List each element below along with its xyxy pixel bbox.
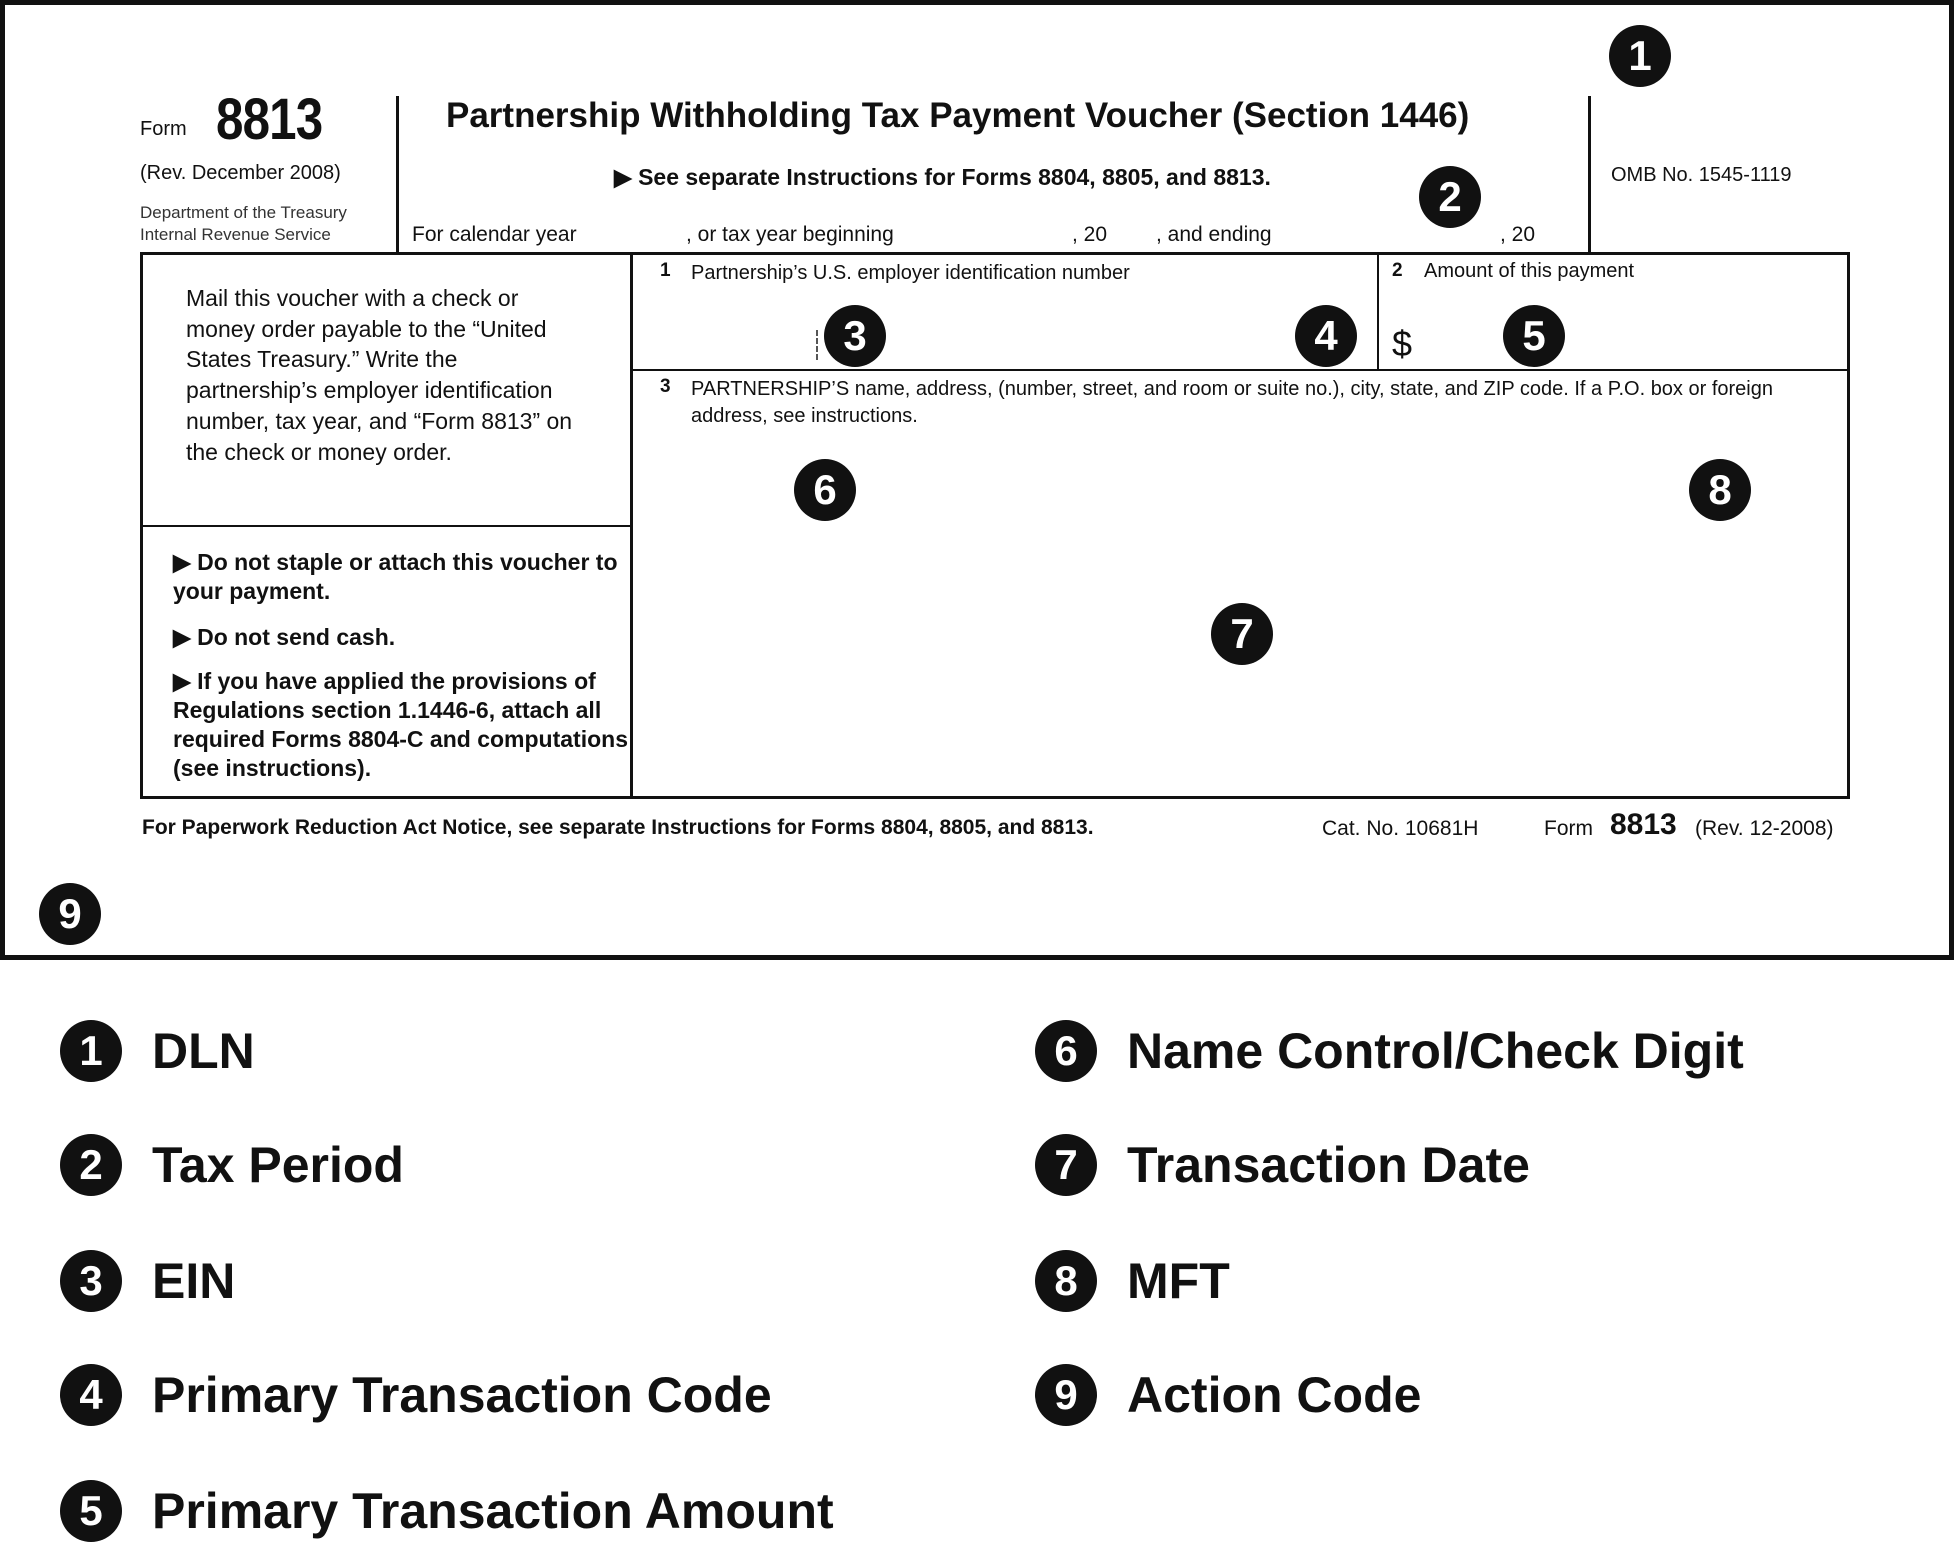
footer-form-number: 8813 xyxy=(1610,808,1677,841)
ein-separator xyxy=(816,330,818,360)
callout-marker-6: 6 xyxy=(794,459,856,521)
line2-number: 2 xyxy=(1392,260,1403,281)
legend-bubble-2: 2 xyxy=(60,1134,122,1196)
line1-label: Partnership’s U.S. employer identification number xyxy=(691,262,1130,284)
callout-marker-7: 7 xyxy=(1211,603,1273,665)
mail-instructions: Mail this voucher with a check or money order payable to the “United States Treasury.” Write the partnership’s employer identification number, tax year, and “Form 8813” on the check or money order. xyxy=(186,285,573,465)
legend-label-ein: EIN xyxy=(152,1253,236,1309)
callout-marker-8: 8 xyxy=(1689,459,1751,521)
legend-bubble-1: 1 xyxy=(60,1020,122,1082)
callout-marker-2: 2 xyxy=(1419,166,1481,228)
line1-number: 1 xyxy=(660,260,671,281)
callout-marker-1: 1 xyxy=(1609,25,1671,87)
line2-label: Amount of this payment xyxy=(1424,260,1635,282)
legend-bubble-9: 9 xyxy=(1035,1364,1097,1426)
bullet-no-cash: ▶ Do not send cash. xyxy=(173,624,396,650)
main-box-top xyxy=(140,252,1850,255)
legend-label-primary-transaction-code: Primary Transaction Code xyxy=(152,1367,772,1423)
header-divider-left xyxy=(396,96,399,252)
catalog-number: Cat. No. 10681H xyxy=(1322,817,1479,840)
footer-form-word: Form xyxy=(1544,817,1593,840)
calendar-year-label: For calendar year xyxy=(412,223,577,246)
legend-label-transaction-date: Transaction Date xyxy=(1127,1137,1530,1193)
callout-marker-3: 3 xyxy=(824,305,886,367)
line1-line2-divider xyxy=(1377,252,1379,370)
callout-marker-9: 9 xyxy=(39,883,101,945)
tax-year-20-b: , 20 xyxy=(1500,223,1536,246)
form-title: Partnership Withholding Tax Payment Voucher (Section 1446) xyxy=(446,96,1470,135)
line3-number: 3 xyxy=(660,376,671,397)
form-revision: (Rev. December 2008) xyxy=(140,162,341,184)
legend-bubble-3: 3 xyxy=(60,1250,122,1312)
department-line1: Department of the Treasury xyxy=(140,203,347,222)
legend-label-dln: DLN xyxy=(152,1023,255,1079)
tax-year-20-a: , 20 xyxy=(1072,223,1108,246)
legend-bubble-5: 5 xyxy=(60,1480,122,1542)
main-box-right xyxy=(1847,252,1850,799)
omb-number: OMB No. 1545-1119 xyxy=(1611,164,1792,186)
department-line2: Internal Revenue Service xyxy=(140,225,331,244)
tax-year-ending-label: , and ending xyxy=(1156,223,1272,246)
legend-label-tax-period: Tax Period xyxy=(152,1137,404,1193)
legend-bubble-6: 6 xyxy=(1035,1020,1097,1082)
bullet-regulations: ▶ If you have applied the provisions of Regulations section 1.1446-6, attach all required Forms 8804-C and computations (see instructions). xyxy=(173,668,628,781)
line3-label: PARTNERSHIP’S name, address, (number, street, and room or suite no.), city, state, and ZIP code. If a P.O. box or foreign address, see instructions. xyxy=(691,378,1773,427)
tax-year-beginning-label: , or tax year beginning xyxy=(686,223,894,246)
dollar-sign: $ xyxy=(1392,323,1413,364)
footer-revision: (Rev. 12-2008) xyxy=(1695,817,1834,840)
bullet-no-staple: ▶ Do not staple or attach this voucher to your payment. xyxy=(173,549,618,604)
line3-separator xyxy=(630,369,1850,371)
header-divider-right xyxy=(1588,96,1591,252)
legend-label-primary-transaction-amount: Primary Transaction Amount xyxy=(152,1483,834,1539)
form-number: 8813 xyxy=(216,87,323,152)
legend-label-name-control: Name Control/Check Digit xyxy=(1127,1023,1744,1079)
legend-bubble-4: 4 xyxy=(60,1364,122,1426)
legend-bubble-7: 7 xyxy=(1035,1134,1097,1196)
instructions-reference: ▶ See separate Instructions for Forms 8804, 8805, and 8813. xyxy=(614,164,1271,190)
form-word: Form xyxy=(140,118,187,140)
callout-marker-5: 5 xyxy=(1503,305,1565,367)
paperwork-notice: For Paperwork Reduction Act Notice, see separate Instructions for Forms 8804, 8805, and 8813. xyxy=(142,816,1094,839)
legend-label-mft: MFT xyxy=(1127,1253,1230,1309)
legend-label-action-code: Action Code xyxy=(1127,1367,1422,1423)
main-box-bottom xyxy=(140,796,1850,799)
callout-marker-4: 4 xyxy=(1295,305,1357,367)
legend-bubble-8: 8 xyxy=(1035,1250,1097,1312)
left-panel-separator xyxy=(140,525,632,527)
